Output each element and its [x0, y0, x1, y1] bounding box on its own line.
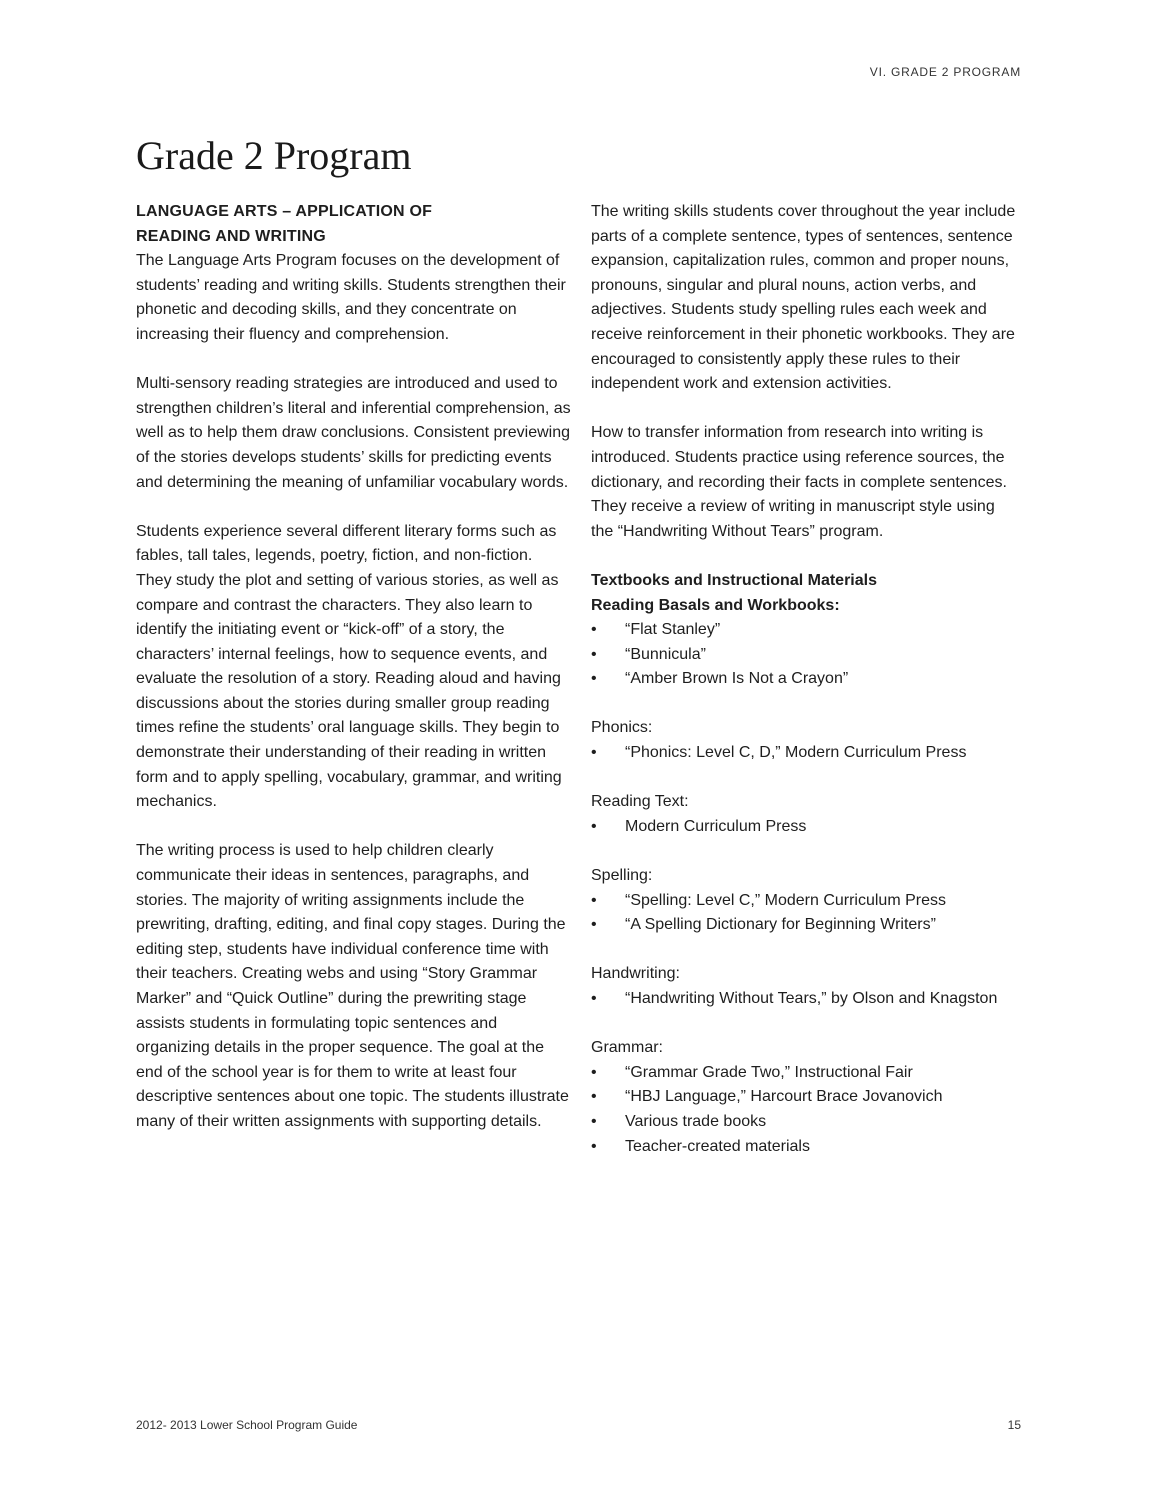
handwriting-label: Handwriting:	[591, 965, 680, 983]
list-item: • Various trade books	[591, 1110, 1021, 1135]
list-item: • Teacher-created materials	[591, 1135, 1021, 1160]
bullet-icon: •	[591, 817, 597, 835]
bullet-icon: •	[591, 744, 597, 762]
list-item: • “A Spelling Dictionary for Beginning Writers”	[591, 913, 1021, 938]
left-column	[136, 200, 571, 1159]
grammar-label: Grammar:	[591, 1039, 663, 1057]
running-head: VI. GRADE 2 PROGRAM	[869, 65, 1021, 79]
bullet-icon: •	[591, 670, 597, 688]
bullet-icon: •	[591, 645, 597, 663]
list-item: • “Bunnicula”	[591, 643, 1021, 668]
paragraph-writing-skills: The writing skills students cover throughout the year include parts of a complete sentence, types of sentences, sentence expansion, capitalization rules, common and proper nouns, pronouns, singular and plural nouns, action verbs, and adjectives. Students study spelling rules each week and receive reinforcement in their phonetic workbooks. They are encouraged to consistently apply these rules to their independent work and extension activities.	[591, 203, 1016, 393]
bullet-icon: •	[591, 990, 597, 1007]
bullet-icon: •	[591, 1112, 597, 1130]
section-heading-line-2: READING AND WRITING	[136, 227, 326, 245]
list-item: • “HBJ Language,” Harcourt Brace Jovanovich	[591, 1085, 1021, 1110]
reading-text-list	[591, 815, 1021, 840]
grammar-list	[591, 1061, 1021, 1159]
list-item: • Modern Curriculum Press	[591, 815, 1021, 840]
list-item: • “Phonics: Level C, D,” Modern Curriculum Press	[591, 741, 1021, 766]
footer-guide-title: 2012- 2013 Lower School Program Guide	[136, 1418, 358, 1432]
bullet-icon: •	[591, 891, 597, 909]
section-heading-line-1: LANGUAGE ARTS – APPLICATION OF	[136, 203, 433, 220]
bullet-icon: •	[591, 1063, 597, 1081]
basals-list	[591, 618, 1021, 692]
paragraph-program-focus: The Language Arts Program focuses on the development of students’ reading and writing skills. Students strengthen their phonetic and decoding skills, and they concentrate on increasing their fluency and comprehension.	[136, 252, 566, 343]
page-title: Grade 2 Program	[136, 133, 412, 178]
bullet-icon: •	[591, 1137, 597, 1155]
handwriting-list	[591, 987, 1021, 1012]
list-item: • “Handwriting Without Tears,” by Olson and Knagston	[591, 987, 1021, 1012]
footer-page-number: 15	[1007, 1418, 1021, 1432]
right-column	[591, 200, 1021, 1184]
bullet-icon: •	[591, 916, 597, 934]
paragraph-literary-forms: Students experience several different literary forms such as fables, tall tales, legends, poetry, fiction, and non-fiction. They study the plot and setting of various stories, as well as compare and contrast the characters. They also learn to identify the initiating event or “kick-off” of a story, the characters’ internal feelings, how to sequence events, and evaluate the resolution of a story. Reading aloud and having discussions about the stories during smaller group reading times refine the students’ oral language skills. They begin to demonstrate their understanding of their reading in written form and to apply spelling, vocabulary, grammar, and writing mechanics.	[136, 522, 562, 811]
paragraph-reading-strategies: Multi-sensory reading strategies are introduced and used to strengthen children’s literal and inferential comprehension, as well as to help them draw conclusions. Consistent previewing of the stories develops students’ skills for predicting events and determining the meaning of unfamiliar vocabulary words.	[136, 375, 571, 491]
spelling-list	[591, 889, 1021, 938]
phonics-list	[591, 741, 1021, 766]
paragraph-research-writing: How to transfer information from research into writing is introduced. Students practice using reference sources, the dictionary, and recording their facts in complete sentences. They receive a review of writing in manuscript style using the “Handwriting Without Tears” program.	[591, 424, 1007, 540]
bullet-icon: •	[591, 621, 597, 639]
bullet-icon: •	[591, 1088, 597, 1106]
reading-text-label: Reading Text:	[591, 793, 689, 811]
list-item: • “Amber Brown Is Not a Crayon”	[591, 667, 1021, 692]
list-item: • “Spelling: Level C,” Modern Curriculum Press	[591, 889, 1021, 914]
list-item: • “Flat Stanley”	[591, 618, 1021, 643]
basals-heading: Reading Basals and Workbooks:	[591, 596, 840, 614]
section-heading	[136, 200, 571, 249]
materials-heading: Textbooks and Instructional Materials	[591, 571, 877, 589]
spelling-label: Spelling:	[591, 867, 653, 885]
list-item: • “Grammar Grade Two,” Instructional Fair	[591, 1061, 1021, 1086]
phonics-label: Phonics:	[591, 719, 653, 737]
paragraph-writing-process: The writing process is used to help children clearly communicate their ideas in sentences, paragraphs, and stories. The majority of writing assignments include the prewriting, drafting, editing, and final copy stages. During the editing step, students have individual conference time with their teachers. Creating webs and using “Story Grammar Marker” and “Quick Outline” during the prewriting stage assists students in formulating topic sentences and organizing details in the proper sequence. The goal at the end of the school year is for them to write at least four descriptive sentences about one topic. The students illustrate many of their written assignments with supporting details.	[136, 842, 569, 1130]
